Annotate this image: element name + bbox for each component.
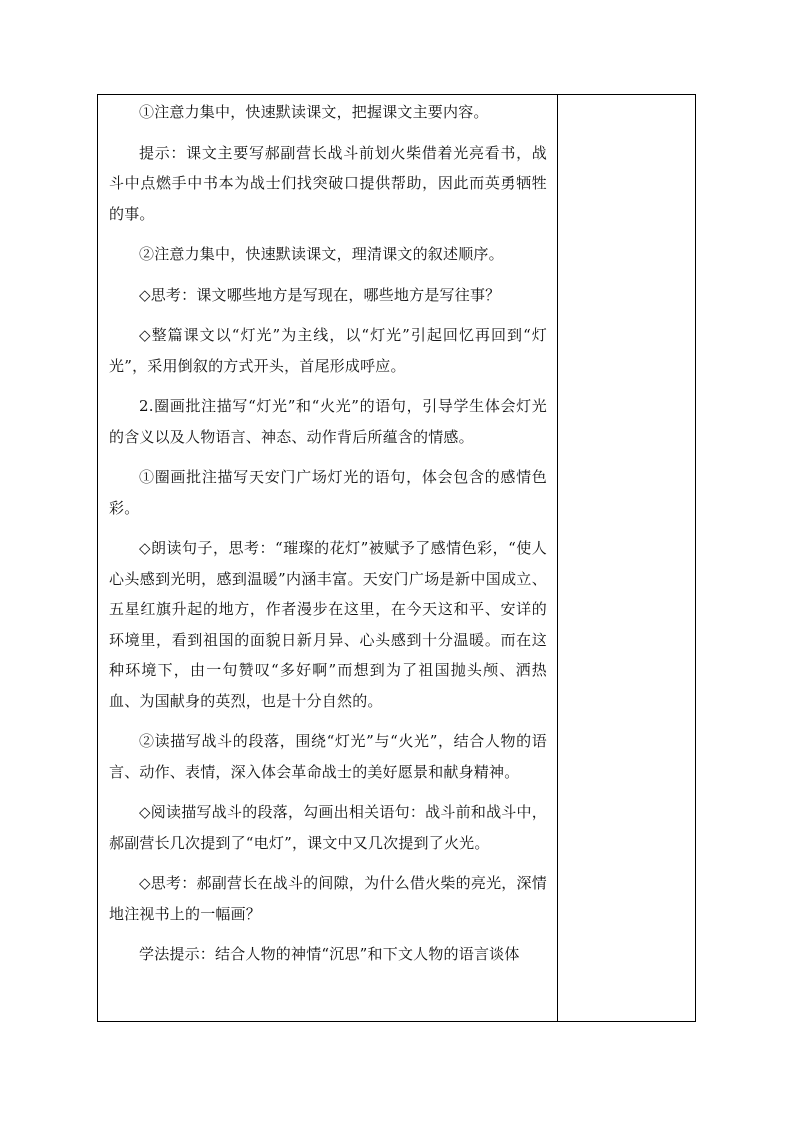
notes-column-cell	[558, 95, 695, 1021]
lesson-content-cell	[109, 97, 547, 980]
paragraph-5: ◇整篇课文以“灯光”为主线，以“灯光”引起回忆再回到“灯光”，采用倒叙的方式开头，首尾形成呼应。	[109, 326, 547, 375]
paragraph-3: ②注意力集中，快速默读课文，理清课文的叙述顺序。	[139, 245, 504, 263]
paragraph-4: ◇思考：课文哪些地方是写现在，哪些地方是写往事？	[139, 285, 501, 304]
paragraph-7: ①圈画批注描写天安门广场灯光的语句，体会包含的感情色彩。	[109, 468, 547, 517]
lesson-table	[97, 94, 696, 1022]
paragraph-11: ◇思考：郝副营长在战斗的间隙，为什么借火柴的亮光，深情地注视书上的一幅画？	[109, 874, 547, 923]
paragraph-1: ①注意力集中，快速默读课文，把握课文主要内容。	[139, 103, 489, 121]
paragraph-12: 学法提示：结合人物的神情“沉思”和下文人物的语言谈体	[139, 945, 520, 963]
paragraph-8: ◇朗读句子，思考：“璀璨的花灯”被赋予了感情色彩，“使人心头感到光明，感到温暖”内涵丰富。天安门广场是新中国成立、五星红旗升起的地方，作者漫步在这里，在今天这和平、安详的环境里，看到祖国的面貌日新月异、心头感到十分温暖。而在这种环境下，由一句赞叹“多好啊”而想到为了祖国抛头颅、洒热血、为国献身的英烈，也是十分自然的。	[109, 539, 547, 710]
paragraph-9: ②读描写战斗的段落，围绕“灯光”与“火光”，结合人物的语言、动作、表情，深入体会革命战士的美好愿景和献身精神。	[109, 732, 547, 781]
paragraph-2: 提示：课文主要写郝副营长战斗前划火柴借着光亮看书，战斗中点燃手中书本为战士们找突破口提供帮助，因此而英勇牺牲的事。	[109, 143, 547, 223]
paragraph-6: 2.圈画批注描写“灯光”和“火光”的语句，引导学生体会灯光的含义以及人物语言、神态、动作背后所蕴含的情感。	[109, 397, 547, 446]
paragraph-10: ◇阅读描写战斗的段落，勾画出相关语句：战斗前和战斗中，郝副营长几次提到了“电灯”，课文中又几次提到了火光。	[109, 803, 547, 852]
